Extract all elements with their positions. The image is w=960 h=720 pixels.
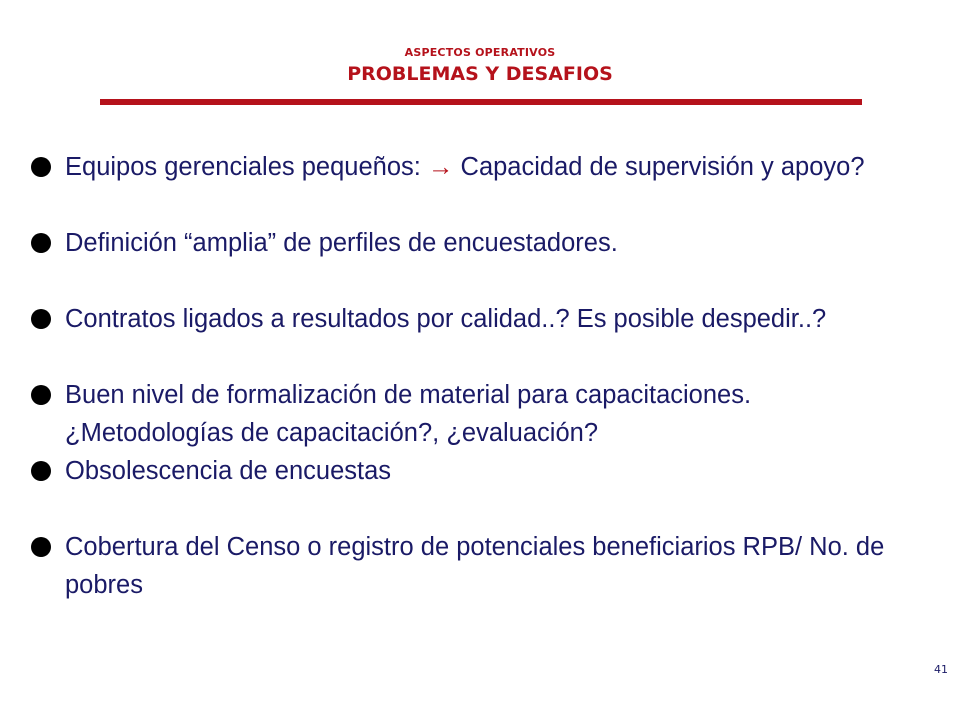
bullet-text: Definición “amplia” de perfiles de encuestadores. (65, 229, 618, 257)
bullet-item (30, 300, 910, 338)
bullet-spacer (30, 186, 910, 224)
bullet-text: Capacidad de supervisión y apoyo? (453, 153, 865, 181)
bullet-text: Buen nivel de formalización de material para capacitaciones. ¿Metodologías de capacitación?, ¿evaluación? (65, 381, 752, 447)
bullet-dot-icon (31, 461, 51, 481)
bullet-dot-icon (31, 309, 51, 329)
bullet-dot-icon (31, 157, 51, 177)
bullet-spacer (30, 262, 910, 300)
bullet-item (30, 376, 910, 452)
slide-title: PROBLEMAS Y DESAFIOS (347, 63, 613, 85)
title-divider (100, 99, 862, 105)
bullet-text: Cobertura del Censo o registro de potenciales beneficiarios RPB/ No. de pobres (65, 533, 885, 599)
page-number: 41 (934, 663, 948, 676)
bullet-dot-icon (31, 537, 51, 557)
bullet-item (30, 148, 910, 186)
bullet-item (30, 224, 910, 262)
bullet-text: Equipos gerenciales pequeños: (65, 153, 428, 181)
arrow-right-icon: → (427, 153, 454, 181)
bullet-dot-icon (31, 233, 51, 253)
bullet-spacer (30, 490, 910, 528)
section-kicker: ASPECTOS OPERATIVOS (404, 46, 556, 59)
bullet-dot-icon (31, 385, 51, 405)
bullet-spacer (30, 338, 910, 376)
bullet-list (30, 148, 910, 604)
bullet-text: Contratos ligados a resultados por calidad..? Es posible despedir..? (65, 305, 827, 333)
bullet-text: Obsolescencia de encuestas (65, 457, 392, 485)
bullet-item (30, 528, 910, 604)
bullet-item (30, 452, 910, 490)
